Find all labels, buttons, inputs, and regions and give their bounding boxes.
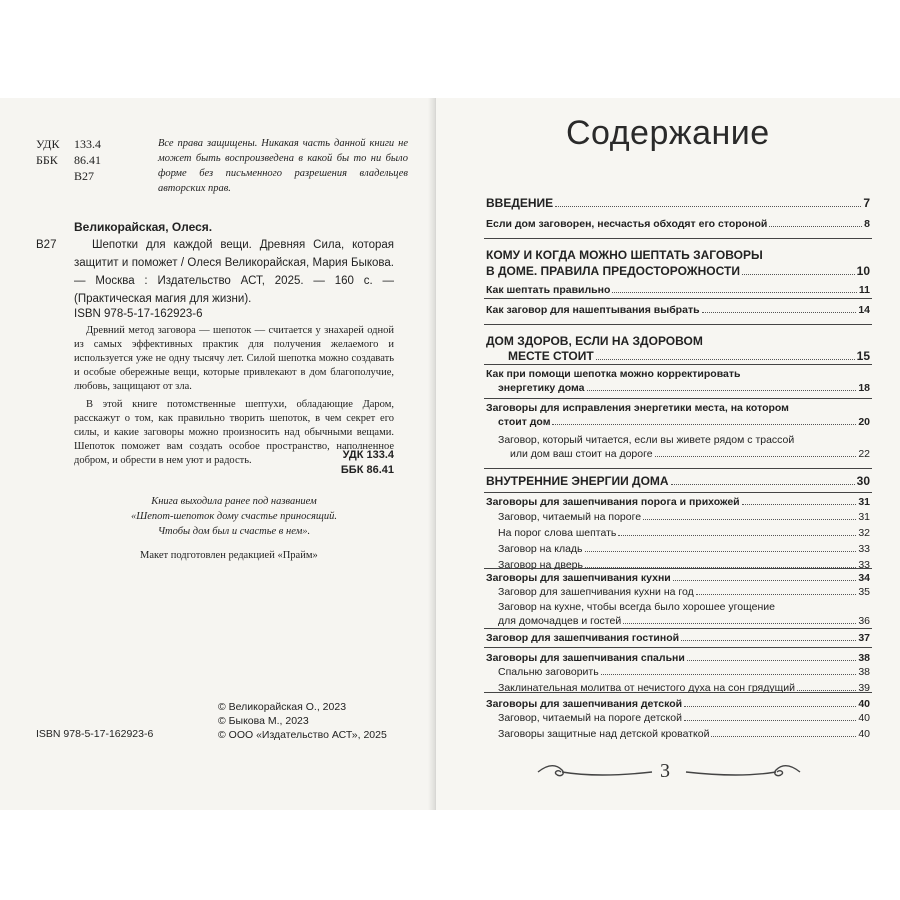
annotation [74,324,394,468]
toc-entry-title: В ДОМЕ. ПРАВИЛА ПРЕДОСТОРОЖНОСТИ [486,264,740,278]
toc-entry-title: Спальню заговорить [498,666,599,678]
toc-entry [486,448,870,460]
toc-entry-title: Заговоры защитные над детской кроваткой [498,728,710,740]
toc-entry-page: 32 [858,527,870,539]
subsection-divider [484,492,872,493]
toc-entry-page: 10 [856,264,870,278]
previous-title-line: «Шепот-шепоток дому счастье приносящий. [131,511,337,522]
toc-entry-page: 33 [858,559,870,571]
toc-title: Содержание [566,114,770,152]
book-spread [0,98,900,810]
section-divider [484,324,872,325]
annotation-paragraph-1: Древний метод заговора — шепоток — считается у знахарей одной из самых эффективных практик для получения желаемого и используется уже не одну тысячу лет. Силой шепотка можно создавать и особые обережные вещи, которые привлекают в дом благополучие, любовь, защищают от зла. [74,325,394,392]
toc-entry-page: 38 [858,666,870,678]
section-divider [484,238,872,239]
subsection-divider [484,364,872,365]
left-page [0,98,436,810]
toc-entry [486,304,870,316]
subsection-divider [484,298,872,299]
toc-entry-title: энергетику дома [498,382,585,394]
toc-entry-title: Как шептать правильно [486,284,611,296]
isbn-line: ISBN 978-5-17-162923-6 [74,308,203,320]
toc-entry [486,728,870,740]
toc-entry [486,496,870,508]
toc-entry-title: или дом ваш стоит на дороге [510,448,653,460]
udk-label: УДК [36,137,60,151]
toc-entry-title: Заговоры для зашепчивания спальни [486,652,685,664]
toc-entry-page: 7 [863,196,870,210]
prepared-by: Макет подготовлен редакцией «Прайм» [140,550,318,561]
toc-entry-page: 40 [858,712,870,724]
udk-value: 133.4 [74,137,101,151]
toc-section-title: КОМУ И КОГДА МОЖНО ШЕПТАТЬ ЗАГОВОРЫ [486,248,763,262]
toc-entry-page: 39 [858,682,870,694]
toc-entry-page: 22 [858,448,870,460]
toc-entry [486,218,870,230]
toc-entry-page: 8 [864,218,870,230]
toc-entry-title: ВВЕДЕНИЕ [486,196,554,210]
subsection-divider [484,568,872,569]
toc-entry-title: стоит дом [498,416,551,428]
toc-entry-page: 31 [858,511,870,523]
toc-entry-title: Заговор для зашепчивания гостиной [486,632,680,644]
toc-entry-title: Заговор, который читается, если вы живете рядом с трассой [498,434,795,446]
bib-description: Шепотки для каждой вещи. Древняя Сила, которая защитит и поможет / Олеся Великорайская, Мария Быкова. — Москва : Издательство АСТ, 2025. — 160 с. — (Практическая магия для жизни). [74,239,394,305]
toc-entry [486,586,870,598]
udk-bbk-block [300,448,394,478]
toc-entry [486,474,870,488]
right-page [436,98,900,810]
toc-entry-title: Заговор на дверь [498,559,583,571]
toc-entry-title: ВНУТРЕННИЕ ЭНЕРГИИ ДОМА [486,474,669,488]
toc-entry-title: Заклинательная молитва от нечистого духа на сон грядущий [498,682,795,694]
previous-title-line: Книга выходила ранее под названием [151,496,317,507]
toc-entry-page: 18 [858,382,870,394]
toc-entry [486,572,870,584]
toc-entry [486,615,870,627]
toc-entry-title: Заговор, читаемый на пороге детской [498,712,682,724]
toc-entry-title: Заговоры для зашепчивания порога и прихожей [486,496,740,508]
toc-entry-title: Заговор, читаемый на пороге [498,511,642,523]
copyright-line: © ООО «Издательство АСТ», 2025 [218,729,387,741]
toc-entry-page: 14 [858,304,870,316]
toc-entry [486,416,870,428]
toc-entry-page: 31 [858,496,870,508]
toc-entry-title: На порог слова шептать [498,527,617,539]
toc-entry-title: для домочадцев и гостей [498,615,622,627]
toc-entry-page: 30 [856,474,870,488]
toc-entry-page: 33 [858,543,870,555]
toc-entry-page: 40 [858,728,870,740]
toc-entry [486,511,870,523]
copyright-block [218,700,387,742]
toc-entry-title: Если дом заговорен, несчастья обходят его стороной [486,218,768,230]
toc-entry-title: Заговоры для исправления энергетики места, на котором [486,402,789,414]
toc-entry [486,543,870,555]
toc-entry-page: 35 [858,586,870,598]
isbn-bottom: ISBN 978-5-17-162923-6 [36,728,154,740]
toc-entry [486,632,870,644]
toc-entry-title: Как при помощи шепотка можно корректировать [486,368,741,380]
bbk-bold: ББК 86.41 [340,464,394,476]
toc-entry-title: Как заговор для нашептывания выбрать [486,304,700,316]
toc-entry-page: 40 [858,698,870,710]
flourish-right-icon [682,760,802,784]
toc-entry-title: Заговоры для зашепчивания кухни [486,572,671,584]
author-mark: В27 [74,169,95,183]
toc-entry [486,666,870,678]
toc-entry [486,712,870,724]
toc-entry-title: Заговор на кухне, чтобы всегда было хорошее угощение [498,601,775,613]
subsection-divider [484,398,872,399]
udk-bold: УДК 133.4 [342,449,394,461]
flourish-left-icon [536,760,656,784]
subsection-divider [484,628,872,629]
toc-entry-page: 34 [858,572,870,584]
toc-entry-title: Заговоры для зашепчивания детской [486,698,683,710]
author-name: Великорайская, Олеся. [74,220,213,234]
toc-entry [486,264,870,278]
bbk-label: ББК [36,153,58,167]
subsection-divider [484,647,872,648]
toc-entry [486,559,870,571]
section-divider [484,468,872,469]
toc-entry [486,698,870,710]
bib-code: В27 [36,239,57,251]
toc-entry-title: Заговор на кладь [498,543,583,555]
toc-entry-page: 36 [858,615,870,627]
previous-title-note [114,494,354,539]
bbk-value: 86.41 [74,153,101,167]
copyright-line: © Великорайская О., 2023 [218,701,347,713]
rights-notice: Все права защищены. Никакая часть данной книги не может быть воспроизведена в какой бы то ни было форме без письменного разрешения владельцев авторских прав. [158,138,408,194]
toc-entry-title: МЕСТЕ СТОИТ [508,349,594,363]
toc-entry [486,349,870,363]
toc-entry-page: 38 [858,652,870,664]
toc-entry [486,196,870,210]
toc-entry-page: 15 [856,349,870,363]
annotation-paragraph-2: В этой книге потомственные шептухи, обладающие Даром, расскажут о том, как правильно творить шепоток, в чем секрет его силы, и какие заговоры можно произносить над обычными вещами. Шепоток поможет вам создать особое пространство, наполненное добром, и обрести в нем уют и радость. [74,399,394,466]
toc-entry-title: Заговор для зашепчивания кухни на год [498,586,694,598]
toc-entry-page: 20 [858,416,870,428]
toc-section-title: ДОМ ЗДОРОВ, ЕСЛИ НА ЗДОРОВОМ [486,334,703,348]
toc-entry [486,527,870,539]
subsection-divider [484,692,872,693]
toc-entry [486,284,870,296]
page-number: 3 [660,760,670,782]
toc-entry [486,382,870,394]
toc-entry-page: 11 [858,284,870,296]
copyright-line: © Быкова М., 2023 [218,715,309,727]
previous-title-line: Чтобы дом был и счастье в нем». [157,526,311,537]
toc-entry-page: 37 [858,632,870,644]
toc-entry [486,652,870,664]
